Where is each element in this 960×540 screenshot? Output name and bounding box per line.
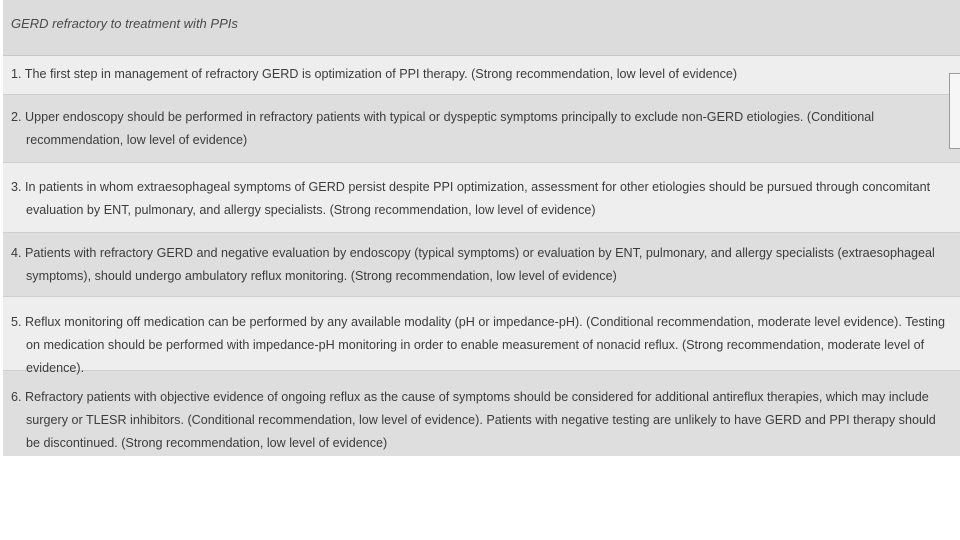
table-row [3, 56, 960, 95]
table-row [3, 163, 960, 233]
recommendation-5: 5. Reflux monitoring off medication can be performed by any available modality (pH or impedance-pH). (Conditional recommendation, moderate level evidence). Testing on medication should be performed with impedance-pH monitoring in order to enable measurement of nonacid reflux. (Strong recommendation, moderate level of evidence). [11, 315, 946, 375]
recommendation-2: 2. Upper endoscopy should be performed in refractory patients with typical or dyspeptic symptoms principally to exclude non-GERD etiologies. (Conditional recommendation, low level of evidence) [11, 110, 875, 147]
recommendation-1: 1. The first step in management of refractory GERD is optimization of PPI therapy. (Strong recommendation, low level of evidence) [11, 67, 738, 81]
table-title: GERD refractory to treatment with PPIs [3, 0, 960, 56]
side-box-decoration [949, 73, 960, 149]
recommendation-4: 4. Patients with refractory GERD and negative evaluation by endoscopy (typical symptoms) or evaluation by ENT, pulmonary, and allergy specialists (extraesophageal symptoms), should undergo ambulatory reflux monitoring. (Strong recommendation, low level of evidence) [11, 246, 935, 283]
recommendations-table [3, 0, 960, 456]
table-row [3, 95, 960, 163]
recommendation-6: 6. Refractory patients with objective evidence of ongoing reflux as the cause of symptoms should be considered for additional antireflux therapies, which may include surgery or TLESR inhibitors. (Conditional recommendation, low level of evidence). Patients with negative testing are unlikely to have GERD and PPI therapy should be discontinued. (Strong recommendation, low level of evidence) [11, 390, 936, 450]
table-row [3, 233, 960, 297]
table-row [3, 371, 960, 456]
recommendation-3: 3. In patients in whom extraesophageal symptoms of GERD persist despite PPI optimization, assessment for other etiologies should be pursued through concomitant evaluation by ENT, pulmonary, and allergy specialists. (Strong recommendation, low level of evidence) [11, 180, 931, 217]
table-row [3, 297, 960, 375]
